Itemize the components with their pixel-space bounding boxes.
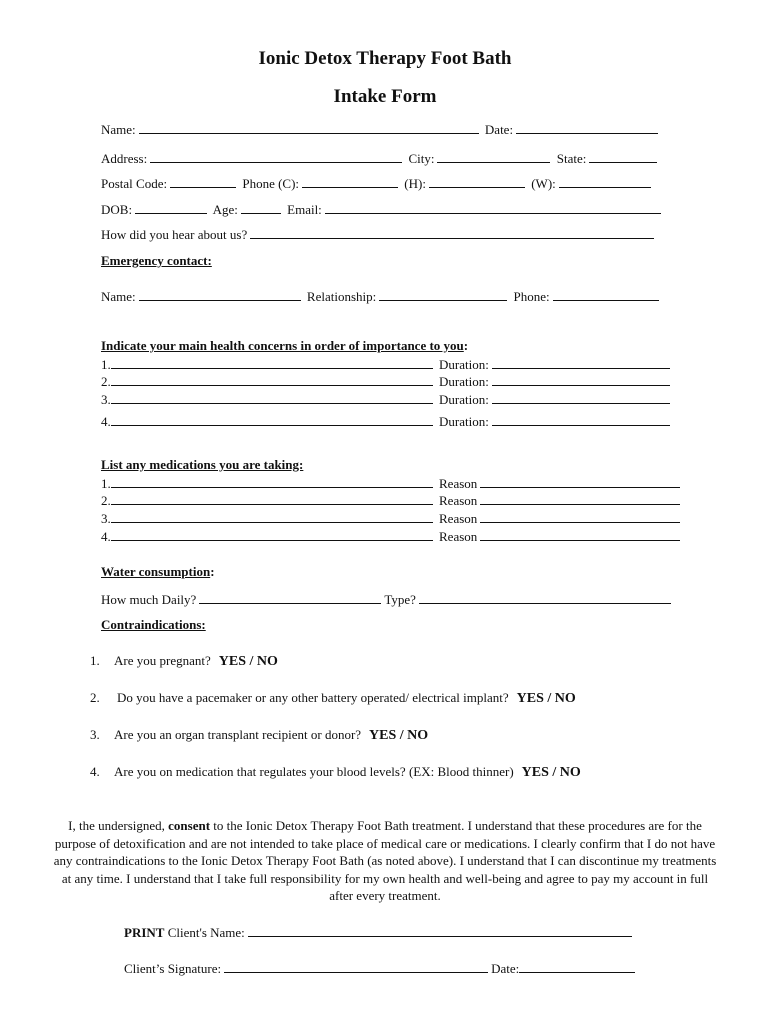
relationship-field[interactable] <box>379 288 507 301</box>
form-title: Ionic Detox Therapy Foot Bath <box>258 48 512 69</box>
question-number: 4. <box>90 764 100 779</box>
contra-question-3 <box>90 727 428 744</box>
reason-label: Reason <box>439 529 478 544</box>
water-row <box>101 591 674 608</box>
contraindications-heading: Contraindications: <box>101 617 206 632</box>
medication-item-number: 3. <box>101 511 111 526</box>
medication-field[interactable] <box>111 510 433 523</box>
health-concern-field[interactable] <box>111 413 433 426</box>
emergency-phone-field[interactable] <box>553 288 659 301</box>
phone-w-label: (W): <box>531 176 556 191</box>
state-field[interactable] <box>589 150 657 163</box>
medication-item-4 <box>101 528 683 545</box>
medication-item-number: 4. <box>101 529 111 544</box>
health-item-number: 4. <box>101 414 111 429</box>
address-row <box>101 150 660 167</box>
phone-c-label: Phone (C): <box>242 176 300 191</box>
signature-label: Client’s Signature: <box>124 961 222 976</box>
city-label: City: <box>408 151 435 166</box>
phone-w-field[interactable] <box>559 175 651 188</box>
dob-field[interactable] <box>135 201 207 214</box>
medication-field[interactable] <box>111 492 433 505</box>
consent-text-start: I, the undersigned, <box>68 818 169 833</box>
print-name-row <box>124 924 635 941</box>
yes-no-option[interactable]: YES / NO <box>516 691 576 706</box>
health-concern-field[interactable] <box>111 391 433 404</box>
age-label: Age: <box>212 202 238 217</box>
health-heading-colon: : <box>463 338 469 353</box>
health-item-2 <box>101 373 673 390</box>
question-text: Are you an organ transplant recipient or donor? <box>114 727 362 742</box>
water-daily-field[interactable] <box>199 591 381 604</box>
contra-question-2 <box>90 690 576 707</box>
reason-label: Reason <box>439 476 478 491</box>
question-number: 3. <box>90 727 100 742</box>
emergency-name-label: Name: <box>101 289 136 304</box>
phone-h-field[interactable] <box>429 175 525 188</box>
medication-item-number: 1. <box>101 476 111 491</box>
hear-about-label: How did you hear about us? <box>101 227 248 242</box>
date-field[interactable] <box>516 121 658 134</box>
emergency-name-field[interactable] <box>139 288 301 301</box>
medication-item-1 <box>101 475 683 492</box>
medication-item-2 <box>101 492 683 509</box>
water-heading-text: Water consumption <box>101 564 211 579</box>
health-item-number: 1. <box>101 357 111 372</box>
hear-about-row <box>101 226 657 243</box>
health-item-1 <box>101 356 673 373</box>
duration-field[interactable] <box>492 373 670 386</box>
health-item-3 <box>101 391 673 408</box>
health-concern-field[interactable] <box>111 373 433 386</box>
reason-field[interactable] <box>480 528 680 541</box>
health-concern-field[interactable] <box>111 356 433 369</box>
signature-date-field[interactable] <box>519 960 635 973</box>
water-type-field[interactable] <box>419 591 671 604</box>
duration-label: Duration: <box>439 392 489 407</box>
print-label-bold: PRINT <box>124 925 165 940</box>
name-label: Name: <box>101 122 136 137</box>
client-name-field[interactable] <box>248 924 632 937</box>
question-text: Are you on medication that regulates your blood levels? (EX: Blood thinner) <box>114 764 514 779</box>
question-text: Are you pregnant? <box>114 653 211 668</box>
yes-no-option[interactable]: YES / NO <box>369 728 429 743</box>
city-field[interactable] <box>437 150 550 163</box>
medication-item-number: 2. <box>101 493 111 508</box>
consent-text-rest: to the Ionic Detox Therapy Foot Bath treatment. I understand that these procedures are for the purpose of detoxification and are not intended to take place of medical care or medications. I clearly confirm that I do not have any contraindications to the Ionic Detox Therapy Foot Bath (as noted above). I understand that I can discontinue my treatments at any time. I understand that I take full responsibility for my own health and well-being and agree to pay my account in full after every treatment. <box>53 818 717 904</box>
reason-field[interactable] <box>480 510 680 523</box>
signature-row <box>124 960 638 977</box>
print-label-rest: Client's Name: <box>164 925 245 940</box>
duration-field[interactable] <box>492 391 670 404</box>
dob-label: DOB: <box>101 202 133 217</box>
question-number: 1. <box>90 653 100 668</box>
medications-heading: List any medications you are taking: <box>101 457 304 472</box>
consent-bold: consent <box>168 818 211 833</box>
address-field[interactable] <box>150 150 402 163</box>
duration-label: Duration: <box>439 357 489 372</box>
state-label: State: <box>556 151 587 166</box>
duration-field[interactable] <box>492 413 670 426</box>
medication-field[interactable] <box>111 475 433 488</box>
contra-question-4 <box>90 764 581 781</box>
health-item-4 <box>101 413 673 430</box>
question-text: Do you have a pacemaker or any other battery operated/ electrical implant? <box>117 690 509 705</box>
duration-label: Duration: <box>439 374 489 389</box>
health-item-number: 2. <box>101 374 111 389</box>
duration-label: Duration: <box>439 414 489 429</box>
reason-field[interactable] <box>480 475 680 488</box>
health-heading-text: Indicate your main health concerns in order of importance to you <box>101 338 464 353</box>
email-field[interactable] <box>325 201 661 214</box>
reason-field[interactable] <box>480 492 680 505</box>
health-item-number: 3. <box>101 392 111 407</box>
water-heading-colon: : <box>210 564 215 579</box>
yes-no-option[interactable]: YES / NO <box>218 654 278 669</box>
email-label: Email: <box>287 202 322 217</box>
yes-no-option[interactable]: YES / NO <box>521 765 581 780</box>
age-field[interactable] <box>241 201 281 214</box>
reason-label: Reason <box>439 493 478 508</box>
water-heading <box>101 564 215 580</box>
name-field[interactable] <box>139 121 479 134</box>
emergency-heading: Emergency contact: <box>101 253 212 268</box>
phone-c-field[interactable] <box>302 175 398 188</box>
date-label: Date: <box>484 122 514 137</box>
form-subtitle: Intake Form <box>333 86 437 107</box>
health-heading <box>101 338 468 354</box>
question-number: 2. <box>90 690 100 705</box>
signature-date-label: Date: <box>491 961 520 976</box>
postal-code-field[interactable] <box>170 175 236 188</box>
relationship-label: Relationship: <box>306 289 377 304</box>
medication-field[interactable] <box>111 528 433 541</box>
consent-paragraph <box>50 817 720 905</box>
water-daily-label: How much Daily? <box>101 592 197 607</box>
medication-item-3 <box>101 510 683 527</box>
duration-field[interactable] <box>492 356 670 369</box>
emergency-phone-label: Phone: <box>513 289 550 304</box>
hear-about-field[interactable] <box>250 226 654 239</box>
reason-label: Reason <box>439 511 478 526</box>
postal-code-label: Postal Code: <box>101 176 168 191</box>
water-type-label: Type? <box>384 592 416 607</box>
name-row <box>101 121 661 138</box>
emergency-row <box>101 288 662 305</box>
phone-row <box>101 175 654 192</box>
phone-h-label: (H): <box>404 176 426 191</box>
address-label: Address: <box>101 151 148 166</box>
dob-row <box>101 201 664 218</box>
contra-question-1 <box>90 653 278 670</box>
signature-field[interactable] <box>224 960 488 973</box>
